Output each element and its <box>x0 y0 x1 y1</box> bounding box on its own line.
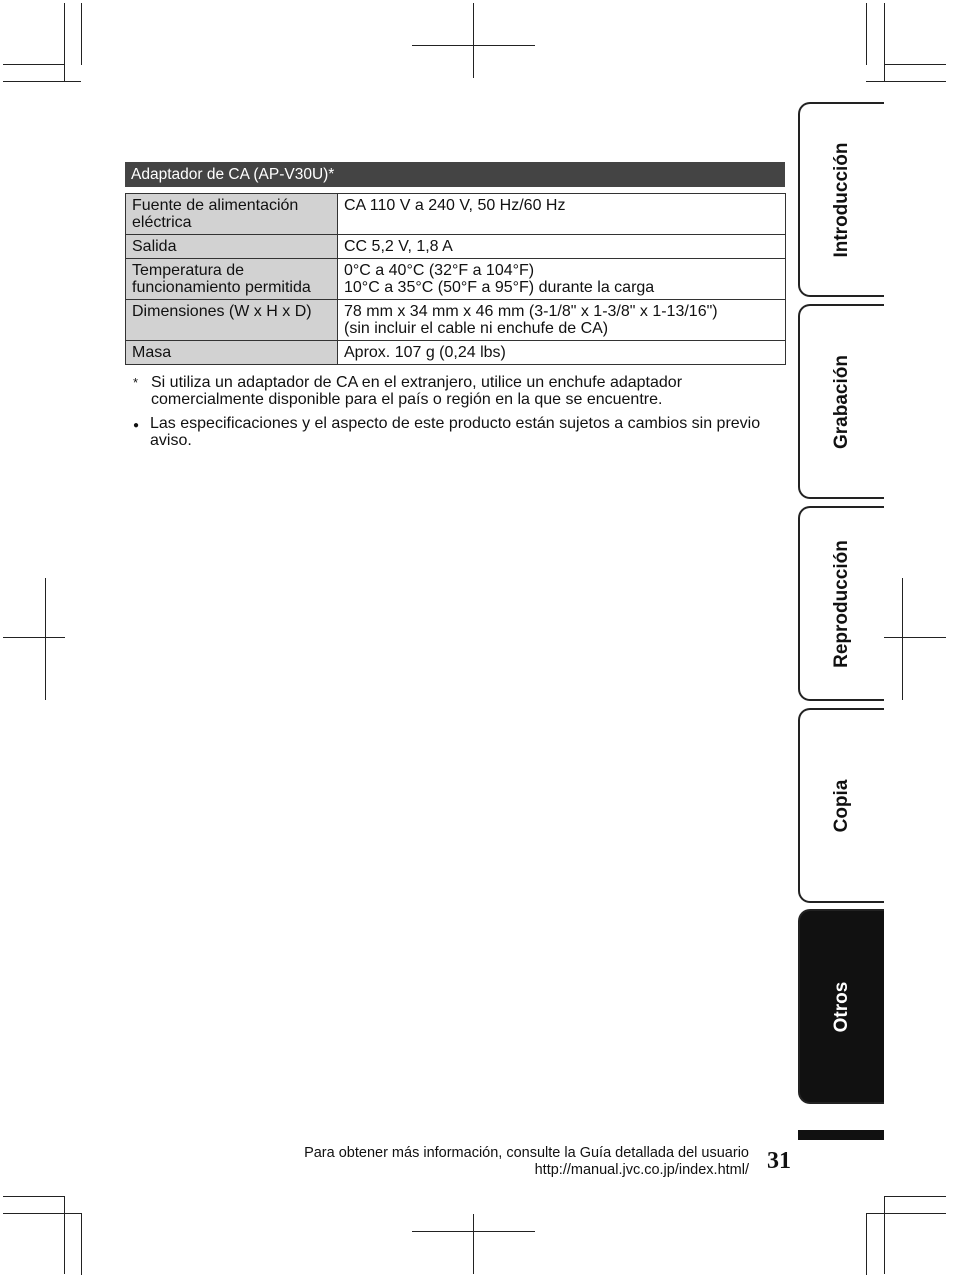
footer <box>304 1145 749 1179</box>
table-row <box>126 259 786 300</box>
crop-mark <box>3 1196 65 1197</box>
crop-mark <box>81 1213 82 1275</box>
crop-mark <box>902 578 903 700</box>
asterisk-mark: * <box>133 375 139 390</box>
crop-mark <box>866 1213 867 1275</box>
spec-value-text: Aprox. 107 g (0,24 lbs) <box>344 344 506 361</box>
tab-grabacion[interactable] <box>798 304 884 499</box>
crop-mark <box>473 1214 474 1274</box>
tab-introduccion[interactable] <box>798 102 884 297</box>
section-title: Adaptador de CA (AP-V30U)* <box>125 162 785 187</box>
table-row <box>126 235 786 259</box>
spec-value-text: 78 mm x 34 mm x 46 mm (3-1/8" x 1-3/8" x 1-13/16") (sin incluir el cable ni enchufe de CA) <box>344 303 718 337</box>
crop-mark <box>3 64 65 65</box>
spec-label: Salida <box>126 235 338 259</box>
page-number: 31 <box>767 1148 791 1174</box>
footnote-text: Si utiliza un adaptador de CA en el extranjero, utilice un enchufe adaptador comercialmente disponible para el país o región en la que se encuentre. <box>151 374 683 408</box>
crop-mark <box>3 81 81 82</box>
tab-otros[interactable] <box>798 909 884 1104</box>
tab-label: Copia <box>831 779 852 832</box>
crop-mark <box>884 3 885 81</box>
spec-value-text: CA 110 V a 240 V, 50 Hz/60 Hz <box>344 197 566 214</box>
footer-line-1: Para obtener más información, consulte la Guía detallada del usuario <box>304 1145 749 1161</box>
tab-copia[interactable] <box>798 708 884 903</box>
spec-value <box>338 341 786 365</box>
note-bullet <box>133 415 788 449</box>
spec-value <box>338 235 786 259</box>
spec-value <box>338 194 786 235</box>
crop-mark <box>884 1196 946 1197</box>
footnote-asterisk <box>133 374 788 408</box>
crop-mark <box>866 3 867 65</box>
crop-mark <box>81 3 82 65</box>
crop-mark <box>412 1231 535 1232</box>
spec-value <box>338 300 786 341</box>
tab-label: Grabación <box>831 354 852 449</box>
crop-mark <box>866 81 946 82</box>
spec-value <box>338 259 786 300</box>
tab-label: Reproducción <box>831 539 852 668</box>
spec-label: Dimensiones (W x H x D) <box>126 300 338 341</box>
tab-label: Introducción <box>831 141 852 258</box>
tab-reproduccion[interactable] <box>798 506 884 701</box>
crop-mark <box>884 1196 885 1274</box>
crop-mark <box>412 45 535 46</box>
crop-mark <box>45 578 46 700</box>
spec-label: Masa <box>126 341 338 365</box>
table-row <box>126 341 786 365</box>
divider-bar <box>798 1130 884 1140</box>
tab-label: Otros <box>831 981 852 1032</box>
spec-value-text: CC 5,2 V, 1,8 A <box>344 238 453 255</box>
spec-label: Temperatura de funcionamiento permitida <box>126 259 338 300</box>
crop-mark <box>3 1213 81 1214</box>
crop-mark <box>866 1213 946 1214</box>
table-row <box>126 300 786 341</box>
note-text: Las especificaciones y el aspecto de este producto están sujetos a cambios sin previo aviso. <box>150 415 761 449</box>
specs-table <box>125 193 786 365</box>
footer-url: http://manual.jvc.co.jp/index.html/ <box>534 1162 749 1178</box>
crop-mark <box>884 64 946 65</box>
crop-mark <box>64 3 65 81</box>
crop-mark <box>473 3 474 78</box>
spec-label: Fuente de alimentación eléctrica <box>126 194 338 235</box>
bullet-icon: ● <box>133 420 140 431</box>
crop-mark <box>884 637 946 638</box>
table-row <box>126 194 786 235</box>
spec-value-text: 0°C a 40°C (32°F a 104°F) 10°C a 35°C (50°F a 95°F) durante la carga <box>344 262 655 296</box>
crop-mark <box>64 1196 65 1274</box>
crop-mark <box>3 637 65 638</box>
